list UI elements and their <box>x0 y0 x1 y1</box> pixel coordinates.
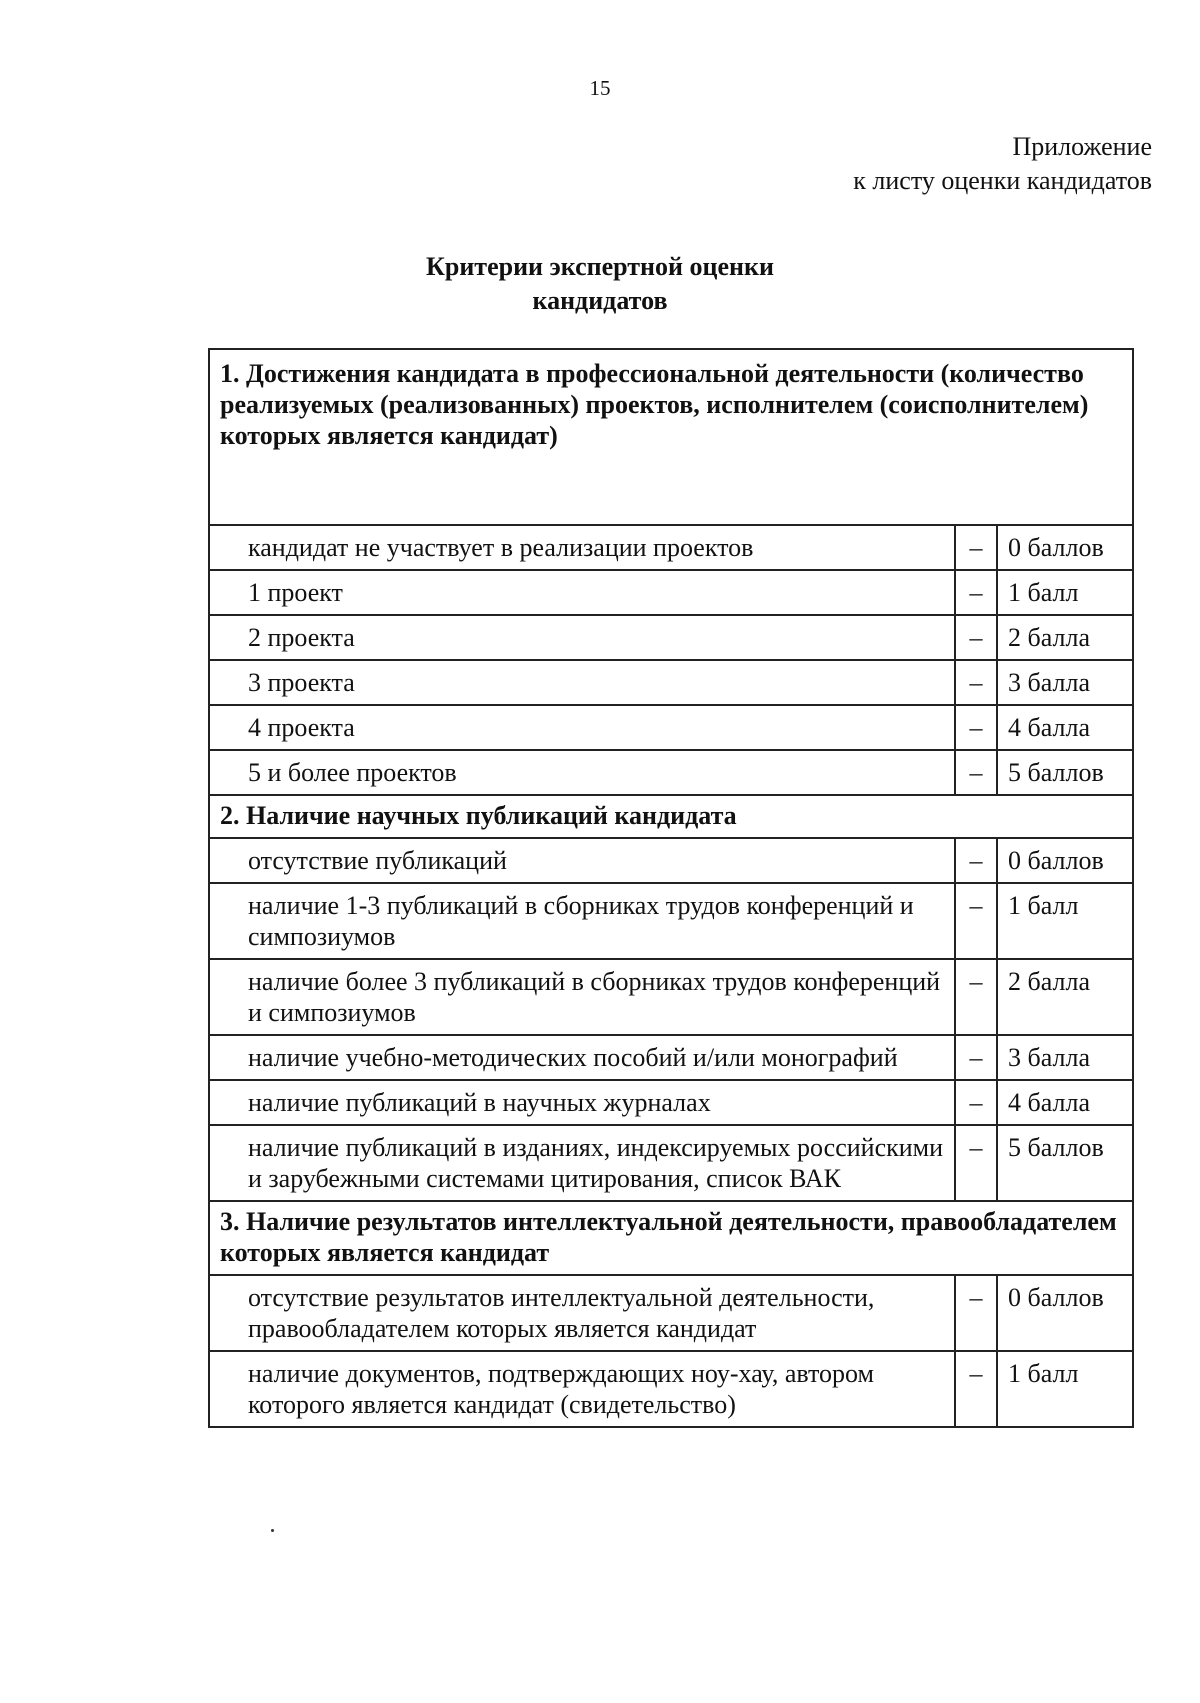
criterion-dash: – <box>955 838 997 883</box>
criterion-score: 1 балл <box>997 1351 1133 1427</box>
criterion-dash: – <box>955 1275 997 1351</box>
section-2-heading: 2. Наличие научных публикаций кандидата <box>209 795 1133 838</box>
criterion-dash: – <box>955 1035 997 1080</box>
criterion-description: 3 проекта <box>209 660 955 705</box>
criterion-description: наличие публикаций в научных журналах <box>209 1080 955 1125</box>
criterion-dash: – <box>955 883 997 959</box>
section-1-heading: 1. Достижения кандидата в профессиональной деятельности (количество реализуемых (реализованных) проектов, исполнителем (соисполнителем) которых является кандидат) <box>209 349 1133 525</box>
criterion-dash: – <box>955 525 997 570</box>
criterion-description: 2 проекта <box>209 615 955 660</box>
criterion-dash: – <box>955 1080 997 1125</box>
table-row <box>209 1351 1133 1427</box>
criterion-description: 5 и более проектов <box>209 750 955 795</box>
criteria-table <box>208 348 1134 1428</box>
table-row <box>209 883 1133 959</box>
criterion-score: 2 балла <box>997 959 1133 1035</box>
criterion-score: 3 балла <box>997 660 1133 705</box>
table-row <box>209 1080 1133 1125</box>
criterion-description: кандидат не участвует в реализации проектов <box>209 525 955 570</box>
criterion-score: 1 балл <box>997 883 1133 959</box>
section-heading-row <box>209 349 1133 525</box>
criterion-description: наличие 1-3 публикаций в сборниках трудов конференций и симпозиумов <box>209 883 955 959</box>
section-heading-row <box>209 795 1133 838</box>
criterion-description: отсутствие публикаций <box>209 838 955 883</box>
criterion-score: 4 балла <box>997 705 1133 750</box>
criterion-dash: – <box>955 959 997 1035</box>
criterion-score: 3 балла <box>997 1035 1133 1080</box>
appendix-line-2: к листу оценки кандидатов <box>853 166 1152 195</box>
table-row <box>209 705 1133 750</box>
criterion-description: 1 проект <box>209 570 955 615</box>
criterion-description: наличие более 3 публикаций в сборниках трудов конференций и симпозиумов <box>209 959 955 1035</box>
table-row <box>209 660 1133 705</box>
table-row <box>209 570 1133 615</box>
table-row <box>209 1035 1133 1080</box>
appendix-note <box>853 130 1152 198</box>
criterion-score: 0 баллов <box>997 838 1133 883</box>
criterion-description: наличие публикаций в изданиях, индексируемых российскими и зарубежными системами цитирования, список ВАК <box>209 1125 955 1201</box>
document-title-line-2: кандидатов <box>532 286 668 315</box>
document-title-line-1: Критерии экспертной оценки <box>426 252 774 281</box>
criterion-score: 4 балла <box>997 1080 1133 1125</box>
criterion-dash: – <box>955 570 997 615</box>
table-row <box>209 838 1133 883</box>
criterion-score: 0 баллов <box>997 525 1133 570</box>
criterion-dash: – <box>955 615 997 660</box>
criterion-score: 1 балл <box>997 570 1133 615</box>
document-title <box>0 250 1200 318</box>
criterion-score: 5 баллов <box>997 750 1133 795</box>
table-row <box>209 1275 1133 1351</box>
table-row <box>209 615 1133 660</box>
table-row <box>209 1125 1133 1201</box>
table-row <box>209 959 1133 1035</box>
criterion-description: наличие документов, подтверждающих ноу-хау, автором которого является кандидат (свидетельство) <box>209 1351 955 1427</box>
appendix-line-1: Приложение <box>1012 132 1152 161</box>
criterion-description: 4 проекта <box>209 705 955 750</box>
criterion-description: отсутствие результатов интеллектуальной деятельности, правообладателем которых является кандидат <box>209 1275 955 1351</box>
criterion-score: 5 баллов <box>997 1125 1133 1201</box>
criterion-description: наличие учебно-методических пособий и/или монографий <box>209 1035 955 1080</box>
scan-speck <box>271 1529 274 1532</box>
criterion-dash: – <box>955 1351 997 1427</box>
table-row <box>209 525 1133 570</box>
criterion-dash: – <box>955 705 997 750</box>
criterion-dash: – <box>955 660 997 705</box>
criterion-dash: – <box>955 1125 997 1201</box>
criterion-score: 2 балла <box>997 615 1133 660</box>
section-heading-row <box>209 1201 1133 1275</box>
criterion-score: 0 баллов <box>997 1275 1133 1351</box>
criterion-dash: – <box>955 750 997 795</box>
section-3-heading: 3. Наличие результатов интеллектуальной деятельности, правообладателем которых является кандидат <box>209 1201 1133 1275</box>
table-row <box>209 750 1133 795</box>
page-number: 15 <box>589 76 611 100</box>
